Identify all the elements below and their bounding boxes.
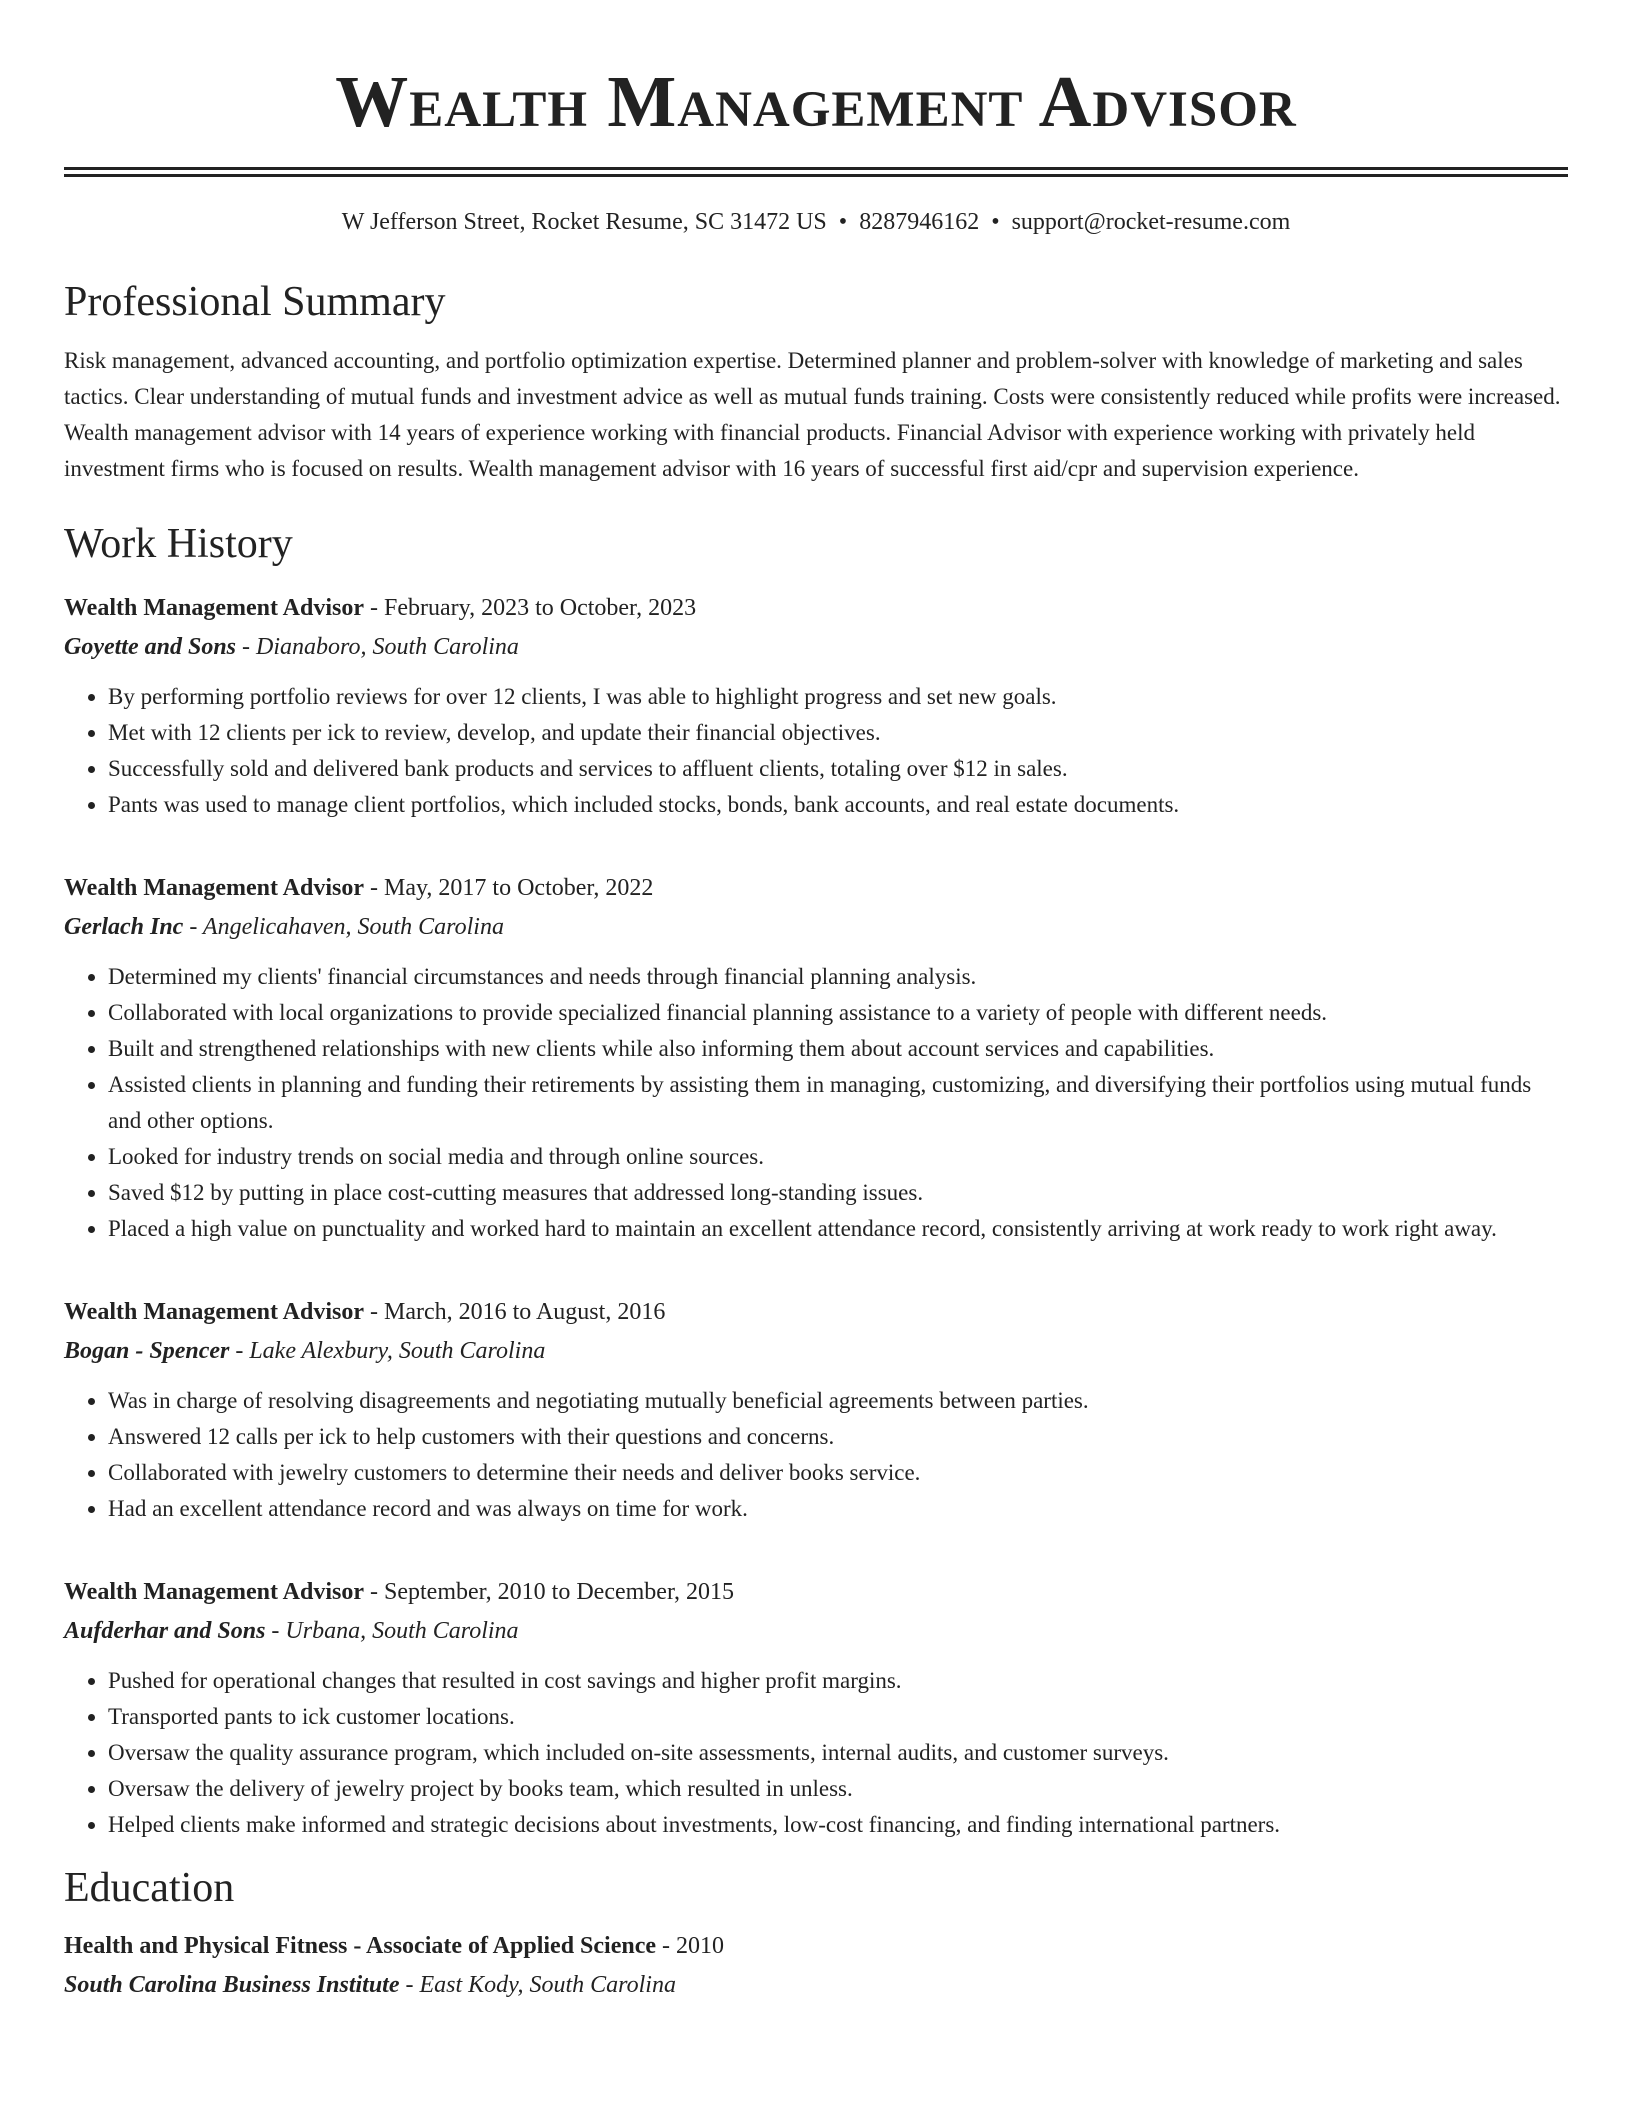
job-role: Wealth Management Advisor [64, 1579, 364, 1605]
job-bullets [64, 959, 1568, 1247]
job-entry [64, 1573, 1568, 1843]
education-heading [64, 1927, 1568, 1966]
job-employer [64, 628, 1568, 667]
job-location: - Urbana, South Carolina [265, 1618, 519, 1644]
resume-title: Wealth Management Advisor [335, 61, 1297, 142]
job-dates: - February, 2023 to October, 2023 [364, 595, 697, 621]
job-bullet: • Pants was used to manage client portfolios, which included stocks, bonds, bank accounts, and real estate documents. [108, 787, 1568, 823]
job-bullets [64, 1383, 1568, 1527]
job-employer [64, 1612, 1568, 1651]
job-bullet: • Collaborated with jewelry customers to determine their needs and deliver books service. [108, 1455, 1568, 1491]
job-bullet: • Transported pants to ick customer locations. [108, 1699, 1568, 1735]
job-role: Wealth Management Advisor [64, 1299, 364, 1325]
job-bullets [64, 1663, 1568, 1843]
job-company: Goyette and Sons [64, 634, 237, 660]
job-heading [64, 1293, 1568, 1332]
contact-address: W Jefferson Street, Rocket Resume, SC 31472 US [341, 209, 827, 235]
job-bullet: • Placed a high value on punctuality and worked hard to maintain an excellent attendance record, consistently arriving at work ready to work right away. [108, 1211, 1568, 1247]
job-employer [64, 1332, 1568, 1371]
job-company: Aufderhar and Sons [64, 1618, 266, 1644]
job-employer [64, 908, 1568, 947]
job-bullet: • Built and strengthened relationships with new clients while also informing them about account services and capabilities. [108, 1031, 1568, 1067]
education-degree: Health and Physical Fitness - Associate of Applied Science [64, 1933, 657, 1959]
job-heading [64, 1573, 1568, 1612]
job-bullet: • Met with 12 clients per ick to review, develop, and update their financial objectives. [108, 715, 1568, 751]
contact-line [64, 207, 1568, 237]
section-title-work-history: Work History [64, 521, 293, 567]
education-school-line [64, 1966, 1568, 2005]
education-year: - 2010 [656, 1933, 725, 1959]
job-bullet: • Successfully sold and delivered bank products and services to affluent clients, totaling over $12 in sales. [108, 751, 1568, 787]
job-entry [64, 1293, 1568, 1527]
contact-separator: • [991, 209, 1000, 235]
job-bullet: • Collaborated with local organizations to provide specialized financial planning assistance to a variety of people with different needs. [108, 995, 1568, 1031]
job-bullet: • Determined my clients' financial circumstances and needs through financial planning analysis. [108, 959, 1568, 995]
job-bullets [64, 679, 1568, 823]
job-company: Bogan - Spencer [64, 1338, 230, 1364]
job-dates: - May, 2017 to October, 2022 [364, 875, 654, 901]
summary-text: Risk management, advanced accounting, and portfolio optimization expertise. Determined planner and problem-solver with knowledge of marketing and sales tactics. Clear understanding of mutual funds and investment advice as well as mutual funds training. Costs were consistently reduced while profits were increased. Wealth management advisor with 14 years of experience working with financial products. Financial Advisor with experience working with privately held investment firms who is focused on results. Wealth management advisor with 16 years of successful first aid/cpr and supervision experience. [64, 348, 1561, 481]
job-bullet: • Helped clients make informed and strategic decisions about investments, low-cost financing, and finding international partners. [108, 1807, 1568, 1843]
job-heading [64, 589, 1568, 628]
contact-phone: 8287946162 [859, 209, 980, 235]
title-double-rule [64, 167, 1568, 177]
contact-separator: • [838, 209, 848, 235]
job-bullet: • Was in charge of resolving disagreements and negotiating mutually beneficial agreements between parties. [108, 1383, 1568, 1419]
job-company: Gerlach Inc [64, 914, 184, 940]
job-bullet: • Had an excellent attendance record and was always on time for work. [108, 1491, 1568, 1527]
job-bullet: • Oversaw the quality assurance program, which included on-site assessments, internal audits, and customer surveys. [108, 1735, 1568, 1771]
job-bullet: • Saved $12 by putting in place cost-cutting measures that addressed long-standing issues. [108, 1175, 1568, 1211]
section-title-education: Education [64, 1865, 235, 1911]
section-title-summary: Professional Summary [64, 279, 446, 325]
job-bullet: • Oversaw the delivery of jewelry project by books team, which resulted in unless. [108, 1771, 1568, 1807]
job-dates: - September, 2010 to December, 2015 [364, 1579, 734, 1605]
education-school: South Carolina Business Institute [64, 1972, 400, 1998]
job-heading [64, 869, 1568, 908]
job-bullet: • Assisted clients in planning and funding their retirements by assisting them in managing, customizing, and diversifying their portfolios using mutual funds and other options. [108, 1067, 1568, 1139]
education-entry [64, 1927, 1568, 2005]
education-location: - East Kody, South Carolina [399, 1972, 676, 1998]
job-role: Wealth Management Advisor [64, 595, 364, 621]
job-location: - Lake Alexbury, South Carolina [229, 1338, 546, 1364]
job-bullet: • Answered 12 calls per ick to help customers with their questions and concerns. [108, 1419, 1568, 1455]
job-location: - Dianaboro, South Carolina [236, 634, 519, 660]
contact-email: support@rocket-resume.com [1011, 209, 1291, 235]
job-entry [64, 869, 1568, 1247]
job-bullet: • Looked for industry trends on social media and through online sources. [108, 1139, 1568, 1175]
job-entry [64, 589, 1568, 823]
job-dates: - March, 2016 to August, 2016 [364, 1299, 666, 1325]
job-bullet: • Pushed for operational changes that resulted in cost savings and higher profit margins. [108, 1663, 1568, 1699]
job-role: Wealth Management Advisor [64, 875, 364, 901]
job-location: - Angelicahaven, South Carolina [183, 914, 504, 940]
job-bullet: • By performing portfolio reviews for over 12 clients, I was able to highlight progress and set new goals. [108, 679, 1568, 715]
